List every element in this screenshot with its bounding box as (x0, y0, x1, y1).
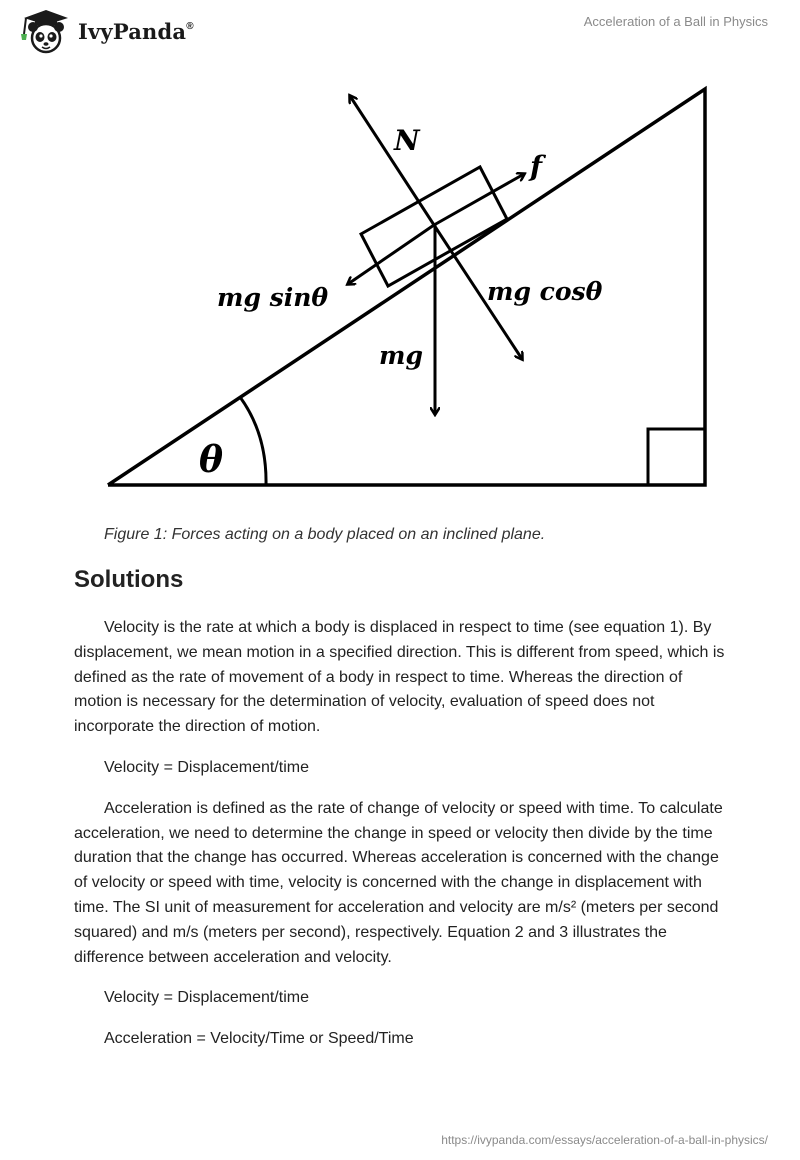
equation-velocity-2: Velocity = Displacement/time (104, 989, 309, 1007)
panda-logo-icon (16, 8, 72, 54)
right-angle-marker (648, 429, 705, 485)
brand-logo[interactable] (16, 8, 194, 54)
page-header (0, 0, 800, 60)
source-url[interactable]: https://ivypanda.com/essays/acceleration-of-a-ball-in-physics/ (441, 1133, 768, 1147)
inclined-plane-figure (104, 84, 716, 494)
paragraph-velocity-definition: Velocity is the rate at which a body is displaced in respect to time (see equation 1). By displacement, we mean motion in a specified direction. This is different from speed, which is defined as the rate of movement of a body in respect to time. Whereas the direction of motion is necessary for the determination of velocity, evaluation of speed does not incorporate the direction of motion. (74, 619, 725, 736)
label-normal: N (394, 124, 420, 157)
label-mg-sin: mg sinθ (217, 283, 329, 312)
brand-name: IvyPanda® (78, 18, 194, 44)
label-friction: f (530, 150, 543, 183)
label-angle: θ (199, 439, 224, 481)
paragraph-acceleration-definition: Acceleration is defined as the rate of change of velocity or speed with time. To calculate acceleration, we need to determine the change in speed or velocity then divide by the time duration that the change has occurred. Whereas acceleration is concerned with the change of velocity or speed with time, velocity is concerned with the change in displacement with time. The SI unit of measurement for acceleration and velocity are m/s² (meters per second squared) and m/s (meters per second), respectively. Equation 2 and 3 illustrates the difference between acceleration and velocity. (74, 799, 723, 966)
normal-arrow (350, 96, 434, 225)
equation-velocity: Velocity = Displacement/time (104, 758, 309, 776)
label-weight: mg (379, 341, 423, 370)
figure-caption: Figure 1: Forces acting on a body placed on an inclined plane. (104, 526, 546, 543)
equation-acceleration: Acceleration = Velocity/Time or Speed/Time (104, 1030, 414, 1048)
article-body (74, 616, 734, 1068)
label-mg-cos: mg cosθ (487, 277, 603, 306)
angle-arc (240, 397, 266, 485)
inclined-plane-diagram (104, 84, 716, 494)
section-title: Solutions (74, 566, 184, 593)
document-title: Acceleration of a Ball in Physics (583, 14, 768, 29)
